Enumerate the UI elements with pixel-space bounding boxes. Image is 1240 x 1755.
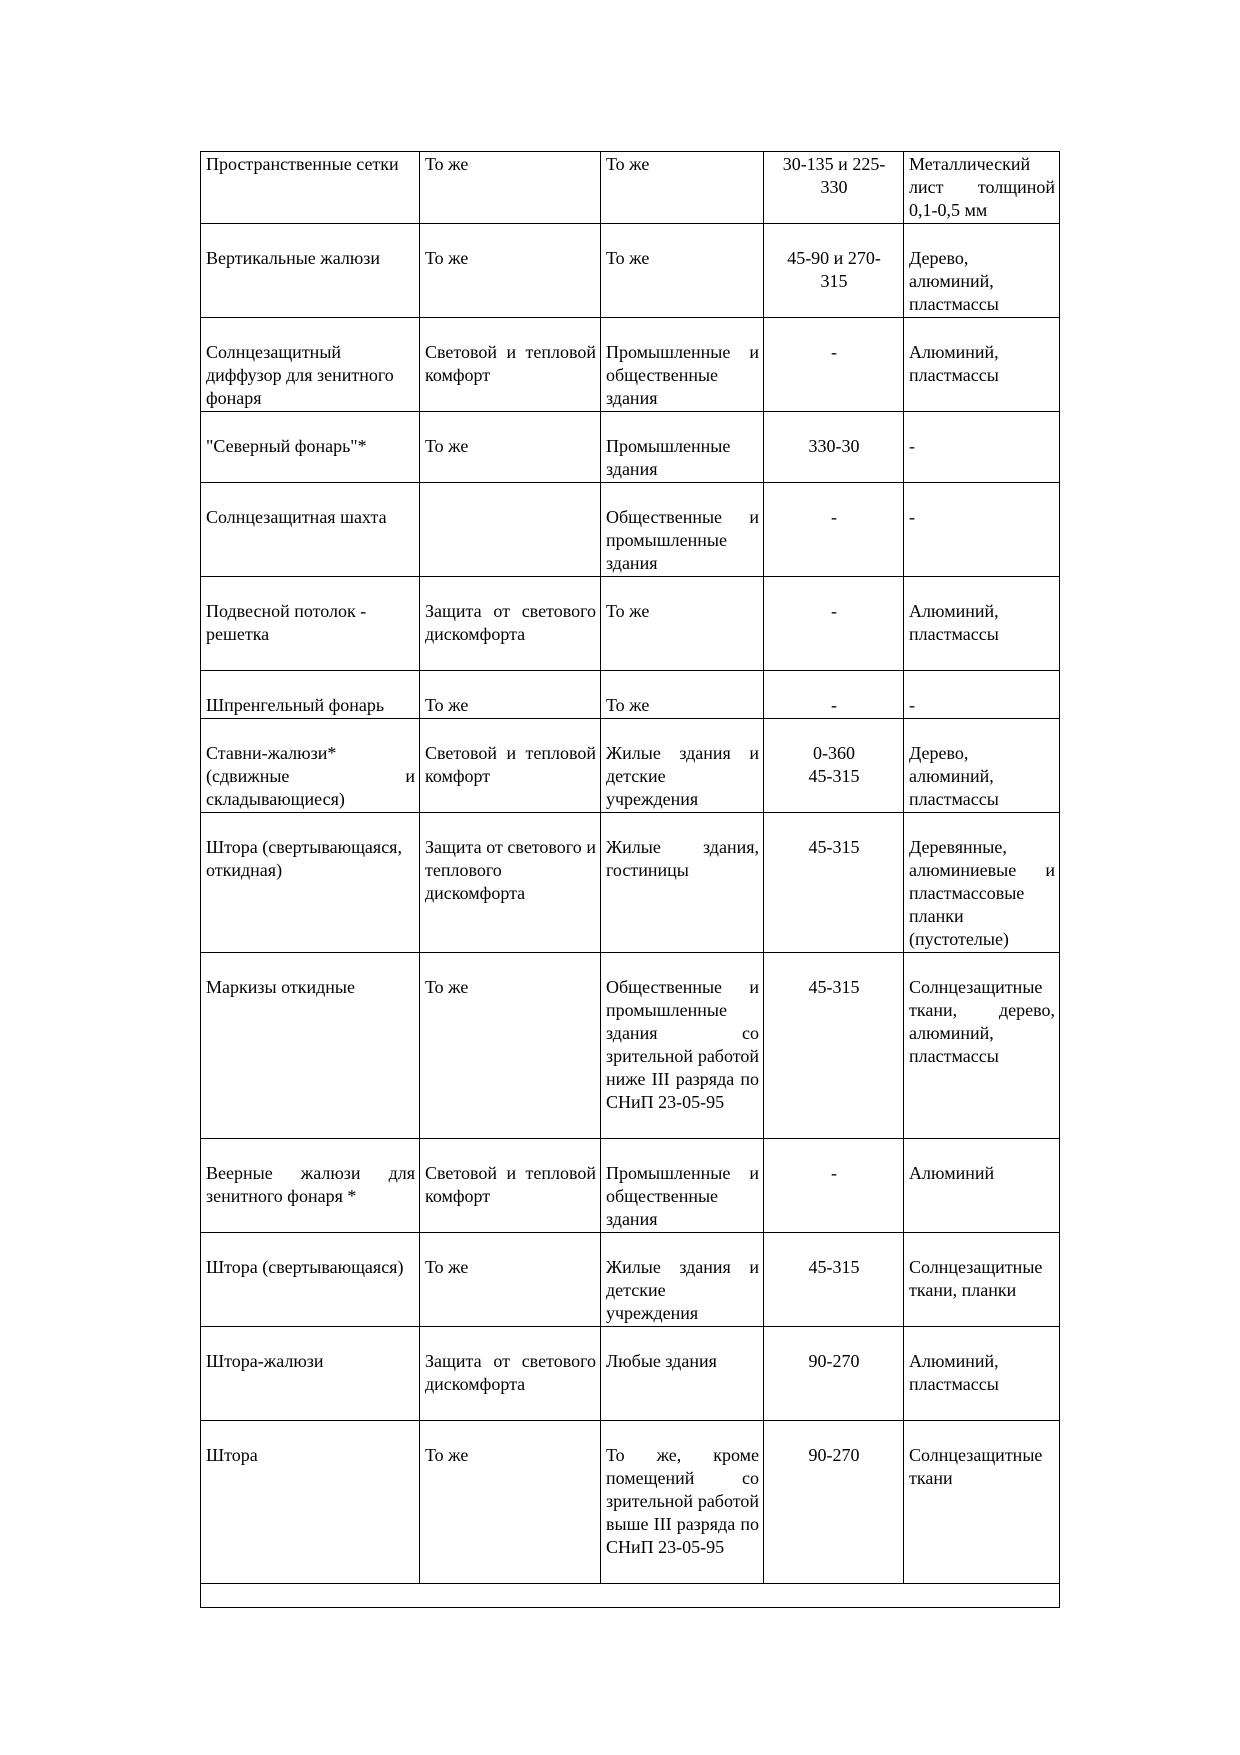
device-name-cell: "Северный фонарь"* [201, 412, 420, 483]
empty-footer-cell [201, 1584, 1060, 1608]
building-type-cell: Жилые здания, гостиницы [601, 813, 764, 953]
shading-devices-table [200, 151, 1060, 1608]
device-name-cell: Штора-жалюзи [201, 1327, 420, 1421]
table-row [201, 224, 1060, 318]
purpose-cell: То же [420, 152, 601, 224]
material-cell: - [904, 483, 1060, 577]
angle-range-cell: 90-270 [764, 1327, 904, 1421]
table-row [201, 1421, 1060, 1584]
device-name-line-2: (сдвижные и [206, 766, 415, 786]
purpose-cell: Световой и тепловой комфорт [420, 318, 601, 412]
device-name-cell: Подвесной потолок - решетка [201, 577, 420, 671]
table-row [201, 1327, 1060, 1421]
angle-range-cell: 45-315 [764, 1233, 904, 1327]
material-cell: Дерево, алюминий, пластмассы [904, 719, 1060, 813]
purpose-cell: Световой и тепловой комфорт [420, 1139, 601, 1233]
device-name-line-1: Ставни-жалюзи* [206, 743, 337, 763]
purpose-cell: Защита от светового дискомфорта [420, 1327, 601, 1421]
table-row [201, 671, 1060, 719]
table-footer-row [201, 1584, 1060, 1608]
purpose-cell: То же [420, 412, 601, 483]
angle-range-cell [764, 152, 904, 224]
angle-range-cell: - [764, 577, 904, 671]
building-type-cell: Общественные и промышленные здания со зрительной работой ниже III разряда по СНиП 23-05-95 [601, 953, 764, 1139]
material-cell: Солнцезащитные ткани, планки [904, 1233, 1060, 1327]
building-type-cell: Жилые здания и детские учреждения [601, 719, 764, 813]
angle-range-cell: 45-315 [764, 953, 904, 1139]
angle-range-line-1: 30-135 и 225- [782, 154, 886, 174]
table-row [201, 483, 1060, 577]
table-row [201, 1139, 1060, 1233]
purpose-cell: То же [420, 1233, 601, 1327]
material-cell: Деревянные, алюминиевые и пластмассовые планки (пустотелые) [904, 813, 1060, 953]
angle-range-line-2: 315 [820, 271, 848, 291]
device-name-cell: Солнцезащитный диффузор для зенитного фонаря [201, 318, 420, 412]
building-type-cell: То же [601, 152, 764, 224]
table-row [201, 152, 1060, 224]
angle-range-line-1: 0-360 [813, 743, 855, 763]
table-row [201, 577, 1060, 671]
device-name-cell: Маркизы откидные [201, 953, 420, 1139]
angle-range-cell [764, 719, 904, 813]
table-row [201, 719, 1060, 813]
angle-range-line-2: 45-315 [808, 766, 860, 786]
angle-range-cell: - [764, 1139, 904, 1233]
device-name-cell: Вертикальные жалюзи [201, 224, 420, 318]
angle-range-line-2: 330 [820, 177, 848, 197]
building-type-cell: То же [601, 577, 764, 671]
angle-range-cell: - [764, 318, 904, 412]
purpose-cell: Защита от светового и теплового дискомфорта [420, 813, 601, 953]
angle-range-cell: 330-30 [764, 412, 904, 483]
angle-range-cell: - [764, 483, 904, 577]
material-cell: - [904, 671, 1060, 719]
angle-range-cell: 45-315 [764, 813, 904, 953]
building-type-cell: Промышленные и общественные здания [601, 318, 764, 412]
building-type-cell: Промышленные здания [601, 412, 764, 483]
device-name-cell: Штора [201, 1421, 420, 1584]
table-row [201, 412, 1060, 483]
device-name-cell: Солнцезащитная шахта [201, 483, 420, 577]
purpose-cell [420, 483, 601, 577]
purpose-cell: Световой и тепловой комфорт [420, 719, 601, 813]
table-row [201, 318, 1060, 412]
device-name-line-3: складывающиеся) [206, 789, 345, 809]
building-type-cell: Жилые здания и детские учреждения [601, 1233, 764, 1327]
device-name-cell: Штора (свертывающаяся, откидная) [201, 813, 420, 953]
table-row [201, 813, 1060, 953]
angle-range-line-1: 45-90 и 270- [787, 248, 881, 268]
purpose-cell: То же [420, 953, 601, 1139]
building-type-cell: То же [601, 224, 764, 318]
material-cell: Алюминий, пластмассы [904, 1327, 1060, 1421]
device-name-cell: Веерные жалюзи для зенитного фонаря * [201, 1139, 420, 1233]
device-name-cell: Штора (свертывающаяся) [201, 1233, 420, 1327]
purpose-cell: То же [420, 224, 601, 318]
angle-range-cell: 90-270 [764, 1421, 904, 1584]
device-name-cell: Пространственные сетки [201, 152, 420, 224]
table-row [201, 953, 1060, 1139]
device-name-cell: Шпренгельный фонарь [201, 671, 420, 719]
material-cell: Алюминий [904, 1139, 1060, 1233]
material-cell: Солнцезащитные ткани [904, 1421, 1060, 1584]
material-cell: Алюминий, пластмассы [904, 318, 1060, 412]
building-type-cell: То же [601, 671, 764, 719]
material-cell: - [904, 412, 1060, 483]
angle-range-cell: - [764, 671, 904, 719]
purpose-cell: То же [420, 1421, 601, 1584]
material-cell: Дерево, алюминий, пластмассы [904, 224, 1060, 318]
purpose-cell: То же [420, 671, 601, 719]
material-cell: Солнцезащитные ткани, дерево, алюминий, пластмассы [904, 953, 1060, 1139]
table-row [201, 1233, 1060, 1327]
building-type-cell: Любые здания [601, 1327, 764, 1421]
building-type-cell: То же, кроме помещений со зрительной работой выше III разряда по СНиП 23-05-95 [601, 1421, 764, 1584]
device-name-cell [201, 719, 420, 813]
angle-range-cell [764, 224, 904, 318]
material-cell: Металлический лист толщиной 0,1-0,5 мм [904, 152, 1060, 224]
building-type-cell: Общественные и промышленные здания [601, 483, 764, 577]
purpose-cell: Защита от светового дискомфорта [420, 577, 601, 671]
material-cell: Алюминий, пластмассы [904, 577, 1060, 671]
building-type-cell: Промышленные и общественные здания [601, 1139, 764, 1233]
